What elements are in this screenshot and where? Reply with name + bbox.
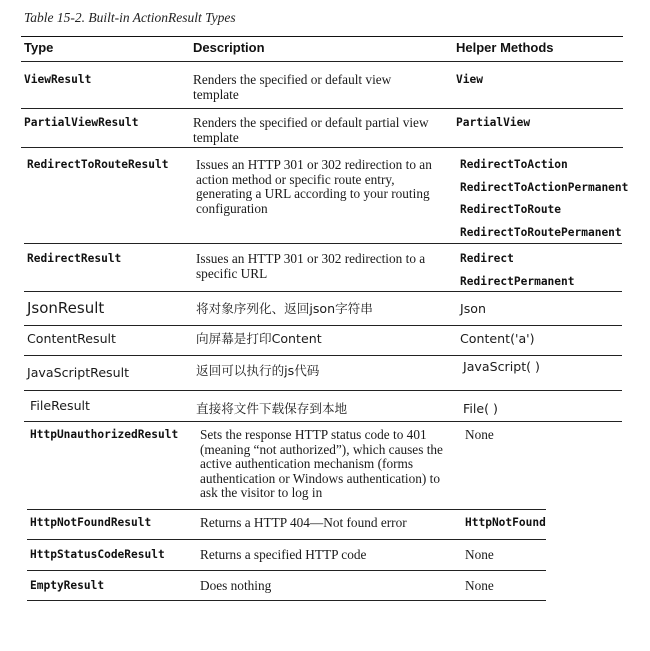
row-description: Returns a HTTP 404—Not found error	[200, 515, 407, 530]
row-divider	[24, 325, 622, 326]
row-type: EmptyResult	[30, 579, 105, 592]
row-helper: File( )	[463, 401, 498, 416]
row-description: Returns a specified HTTP code	[200, 547, 367, 562]
row-type: JsonResult	[27, 299, 105, 317]
row-description: 将对象序列化、返回json字符串	[196, 301, 373, 316]
row-description: 直接将文件下载保存到本地	[196, 401, 348, 416]
row-helper: RedirectPermanent	[460, 274, 575, 288]
row-divider	[27, 570, 546, 571]
row-description: Sets the response HTTP status code to 401 (meaning “not authorized”), which causes the active authentication mechanism (forms authentication or Windows authentication) to ask the visitor to log in	[200, 427, 443, 500]
row-type: PartialViewResult	[24, 116, 139, 129]
row-description: Renders the specified or default partial view template	[193, 115, 429, 145]
row-divider	[21, 108, 623, 109]
table-bottom-rule	[27, 600, 546, 601]
row-divider	[24, 421, 622, 422]
table-caption: Table 15-2. Built-in ActionResult Types	[24, 10, 236, 25]
row-divider	[21, 147, 623, 148]
row-type: HttpUnauthorizedResult	[30, 428, 179, 441]
row-type: ContentResult	[27, 331, 116, 346]
row-helper: None	[465, 427, 494, 442]
row-helper: Redirect	[460, 252, 514, 265]
row-helper: PartialView	[456, 116, 531, 129]
row-divider	[24, 390, 622, 391]
row-type: ViewResult	[24, 73, 92, 86]
row-description: Does nothing	[200, 578, 272, 593]
row-helper: RedirectToAction	[460, 158, 568, 171]
table-top-rule	[21, 36, 623, 37]
row-helper: HttpNotFound	[465, 516, 546, 529]
row-type: RedirectResult	[27, 252, 122, 265]
row-type: FileResult	[30, 398, 90, 413]
row-helper: View	[456, 73, 483, 86]
row-helper: Json	[460, 301, 486, 316]
header-rule	[21, 61, 623, 62]
row-helper: RedirectToActionPermanent	[460, 180, 629, 194]
row-helper: Content('a')	[460, 331, 535, 346]
row-divider	[27, 509, 546, 510]
row-type: HttpNotFoundResult	[30, 516, 152, 529]
row-description: Issues an HTTP 301 or 302 redirection to an action method or specific route entry, generating a URL according to your routing configuration	[196, 157, 432, 216]
header-helper-methods: Helper Methods	[456, 40, 554, 55]
row-helpers	[460, 158, 628, 248]
row-description: 向屏幕是打印Content	[196, 331, 322, 346]
row-description: Renders the specified or default view template	[193, 72, 392, 102]
row-type: RedirectToRouteResult	[27, 158, 169, 171]
row-helper: None	[465, 547, 494, 562]
row-helpers	[460, 252, 575, 297]
header-type: Type	[24, 40, 54, 55]
row-helper: RedirectToRoutePermanent	[460, 225, 622, 239]
row-divider	[27, 539, 546, 540]
row-helper: None	[465, 578, 494, 593]
row-helper: JavaScript( )	[463, 359, 540, 374]
row-type: JavaScriptResult	[27, 365, 130, 380]
row-divider	[24, 355, 622, 356]
row-description: 返回可以执行的js代码	[196, 363, 320, 378]
row-helper: RedirectToRoute	[460, 203, 562, 216]
row-description: Issues an HTTP 301 or 302 redirection to a specific URL	[196, 251, 426, 281]
row-type: HttpStatusCodeResult	[30, 548, 165, 561]
header-description: Description	[193, 40, 265, 55]
